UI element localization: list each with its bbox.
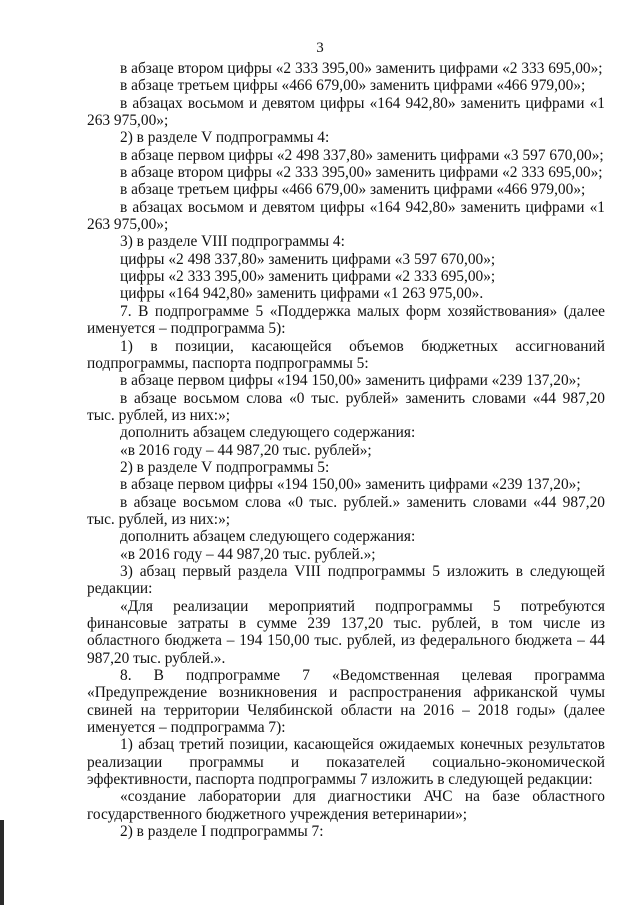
paragraph: 8. В подпрограмме 7 «Ведомственная целевая программа «Предупреждение возникновения и распространения африканской чумы свиней на территории Челябинской области на 2016 – 2018 годы» (далее именуется – подпрограмма 7):	[87, 667, 605, 737]
document-body	[87, 60, 605, 840]
paragraph: 7. В подпрограмме 5 «Поддержка малых форм хозяйствования» (далее именуется – подпрограмма 5):	[87, 302, 605, 338]
paragraph: «в 2016 году – 44 987,20 тыс. рублей.»;	[120, 545, 376, 563]
paragraph: «создание лаборатории для диагностики АЧС на базе областного государственного бюджетного учреждения ветеринарии»;	[87, 788, 605, 823]
paragraph: 1) абзац третий позиции, касающейся ожидаемых конечных результатов реализации программы и показателей социально-экономической эффективности, паспорта подпрограммы 7 изложить в следующей редакции:	[87, 736, 605, 789]
paragraph: в абзаце первом цифры «194 150,00» заменить цифрами «239 137,20»;	[120, 476, 581, 494]
paragraph: 3) абзац первый раздела VIII подпрограммы 5 изложить в следующей редакции:	[87, 562, 605, 598]
paragraph: цифры «2 498 337,80» заменить цифрами «3 597 670,00»;	[120, 250, 496, 268]
paragraph: дополнить абзацем следующего содержания:	[120, 424, 416, 442]
paragraph: в абзаце восьмом слова «0 тыс. рублей» заменить словами «44 987,20 тыс. рублей, из них:»;	[87, 389, 605, 424]
paragraph: «в 2016 году – 44 987,20 тыс. рублей»;	[120, 441, 372, 459]
paragraph: 2) в разделе I подпрограммы 7:	[120, 823, 324, 841]
paragraph: 2) в разделе V подпрограммы 4:	[120, 129, 330, 147]
paragraph: в абзацах восьмом и девятом цифры «164 942,80» заменить цифрами «1 263 975,00»;	[87, 94, 605, 130]
paragraph: в абзаце втором цифры «2 333 395,00» заменить цифрами «2 333 695,00»;	[120, 164, 603, 182]
scan-edge-shadow	[0, 820, 4, 905]
paragraph: 1) в позиции, касающейся объемов бюджетных ассигнований подпрограммы, паспорта подпрограммы 5:	[87, 337, 605, 372]
paragraph: в абзаце третьем цифры «466 679,00» заменить цифрами «466 979,00»;	[120, 181, 586, 199]
paragraph: 3) в разделе VIII подпрограммы 4:	[120, 233, 345, 251]
paragraph: дополнить абзацем следующего содержания:	[120, 528, 416, 546]
paragraph: «Для реализации мероприятий подпрограммы 5 потребуются финансовые затраты в сумме 239 137,20 тыс. рублей, в том числе из областного бюджета – 194 150,00 тыс. рублей, из федерального бюджета – 44 987,20 тыс. рублей.».	[87, 597, 605, 667]
paragraph: в абзаце первом цифры «2 498 337,80» заменить цифрами «3 597 670,00»;	[120, 146, 604, 164]
paragraph: в абзаце восьмом слова «0 тыс. рублей.» заменить словами «44 987,20 тыс. рублей, из них:»;	[87, 493, 605, 528]
paragraph: 2) в разделе V подпрограммы 5:	[120, 458, 330, 476]
paragraph: цифры «2 333 395,00» заменить цифрами «2 333 695,00»;	[120, 268, 496, 286]
paragraph: в абзаце третьем цифры «466 679,00» заменить цифрами «466 979,00»;	[120, 77, 586, 95]
paragraph: в абзаце втором цифры «2 333 395,00» заменить цифрами «2 333 695,00»;	[120, 60, 603, 77]
paragraph: в абзаце первом цифры «194 150,00» заменить цифрами «239 137,20»;	[120, 372, 581, 390]
paragraph: в абзацах восьмом и девятом цифры «164 942,80» заменить цифрами «1 263 975,00»;	[87, 198, 605, 234]
page-number: 3	[316, 40, 324, 56]
paragraph: цифры «164 942,80» заменить цифрами «1 263 975,00».	[120, 285, 484, 303]
